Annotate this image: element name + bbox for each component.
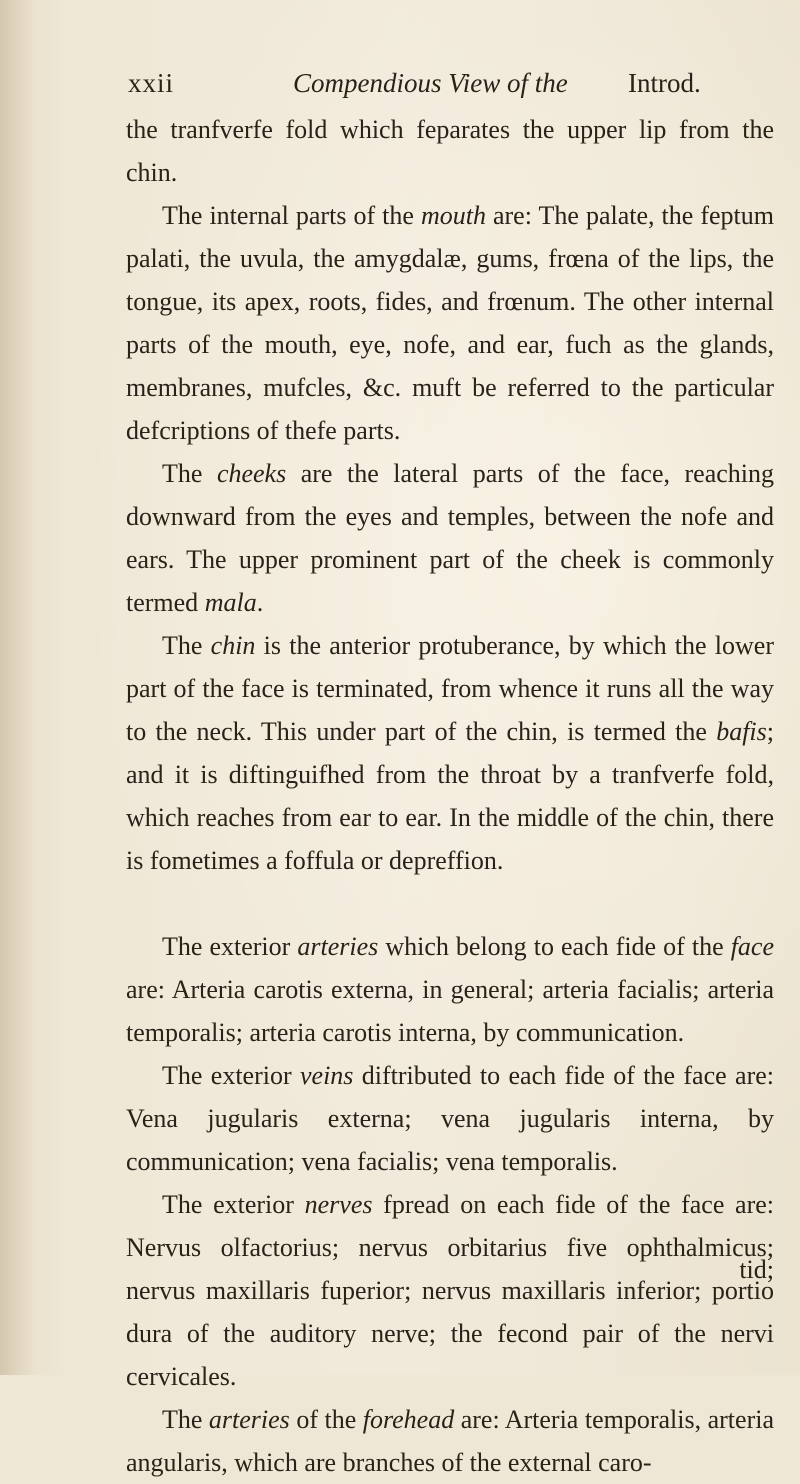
- paragraph-chin-fold: [126, 108, 774, 194]
- paragraph-face-veins: [126, 1054, 774, 1183]
- text-run: are: Arteria carotis externa, in general; arteria facialis; arteria temporalis; arteria carotis interna, by communication.: [126, 975, 774, 1047]
- italic-term: mala: [204, 588, 257, 617]
- text-run: The exterior: [162, 1190, 305, 1219]
- italic-term: nerves: [304, 1190, 373, 1219]
- text-run: is the anterior protuberance, by which the lower part of the face is terminated, from whence it runs all the way to the neck. This under part of the chin, is termed the: [126, 631, 775, 746]
- page-number: xxii: [128, 68, 175, 98]
- section-label: Introd.: [628, 68, 701, 98]
- paragraph-forehead-arteries: [126, 1398, 774, 1484]
- text-run: are the lateral parts of the face, reaching downward from the eyes and temples, between the nofe and ears. The upper prominent part of the cheek is commonly termed: [126, 459, 774, 617]
- page-gutter: [0, 0, 34, 1375]
- italic-term: cheeks: [216, 459, 287, 488]
- paragraph-face-nerves: [126, 1183, 774, 1398]
- text-run: The: [162, 1405, 209, 1434]
- text-run: fpread on each fide of the face are: Nervus olfactorius; nervus orbitarius five ophthalmicus; nervus maxillaris fuperior; nervus maxillaris inferior; portio dura of the auditory nerve; the fecond pair of the nervi cervicales.: [126, 1190, 774, 1391]
- text-run: are: Arteria temporalis, arteria angularis, which are branches of the external caro-: [126, 1405, 774, 1477]
- text-run: The exterior: [162, 932, 298, 961]
- catchword: tid;: [739, 1255, 774, 1284]
- text-run: The exterior: [162, 1061, 300, 1090]
- text-run: ; and it is diftinguifhed from the throat by a tranfverfe fold, which reaches from ear to ear. In the middle of the chin, there is fometimes a foffula or depreffion.: [126, 717, 774, 875]
- text-run: The: [162, 459, 217, 488]
- paragraph-chin: [126, 624, 774, 882]
- paragraph-face-arteries: [126, 925, 774, 1054]
- paragraph-text: the tranfverfe fold which feparates the upper lip from the chin.: [126, 115, 774, 187]
- italic-term: arteries: [297, 932, 379, 961]
- text-run: are: The palate, the feptum palati, the uvula, the amygdalæ, gums, frœna of the lips, the tongue, its apex, roots, fides, and frœnum. The other internal parts of the mouth, eye, nofe, and ear, fuch as the glands, membranes, mufcles, &c. muft be referred to the particular defcriptions of thefe parts.: [126, 201, 774, 445]
- italic-term: mouth: [420, 201, 486, 230]
- text-run: of the: [289, 1405, 363, 1434]
- text-run: which belong to each fide of the: [378, 932, 731, 961]
- italic-term: bafis: [716, 717, 767, 746]
- paragraph-cheeks: [126, 452, 774, 624]
- italic-term: chin: [210, 631, 256, 660]
- italic-term: face: [730, 932, 774, 961]
- text-run: .: [256, 588, 264, 617]
- running-header: [128, 68, 768, 102]
- italic-term: veins: [300, 1061, 354, 1090]
- text-run: The internal parts of the: [162, 201, 421, 230]
- text-run: The: [162, 631, 211, 660]
- text-run: diftributed to each fide of the face are: Vena jugularis externa; vena jugularis interna, by communication; vena facialis; vena temporalis.: [126, 1061, 775, 1176]
- italic-term: arteries: [208, 1405, 290, 1434]
- running-title: Compendious View of the: [293, 68, 568, 98]
- italic-term: forehead: [362, 1405, 455, 1434]
- paragraph-mouth: [126, 194, 774, 452]
